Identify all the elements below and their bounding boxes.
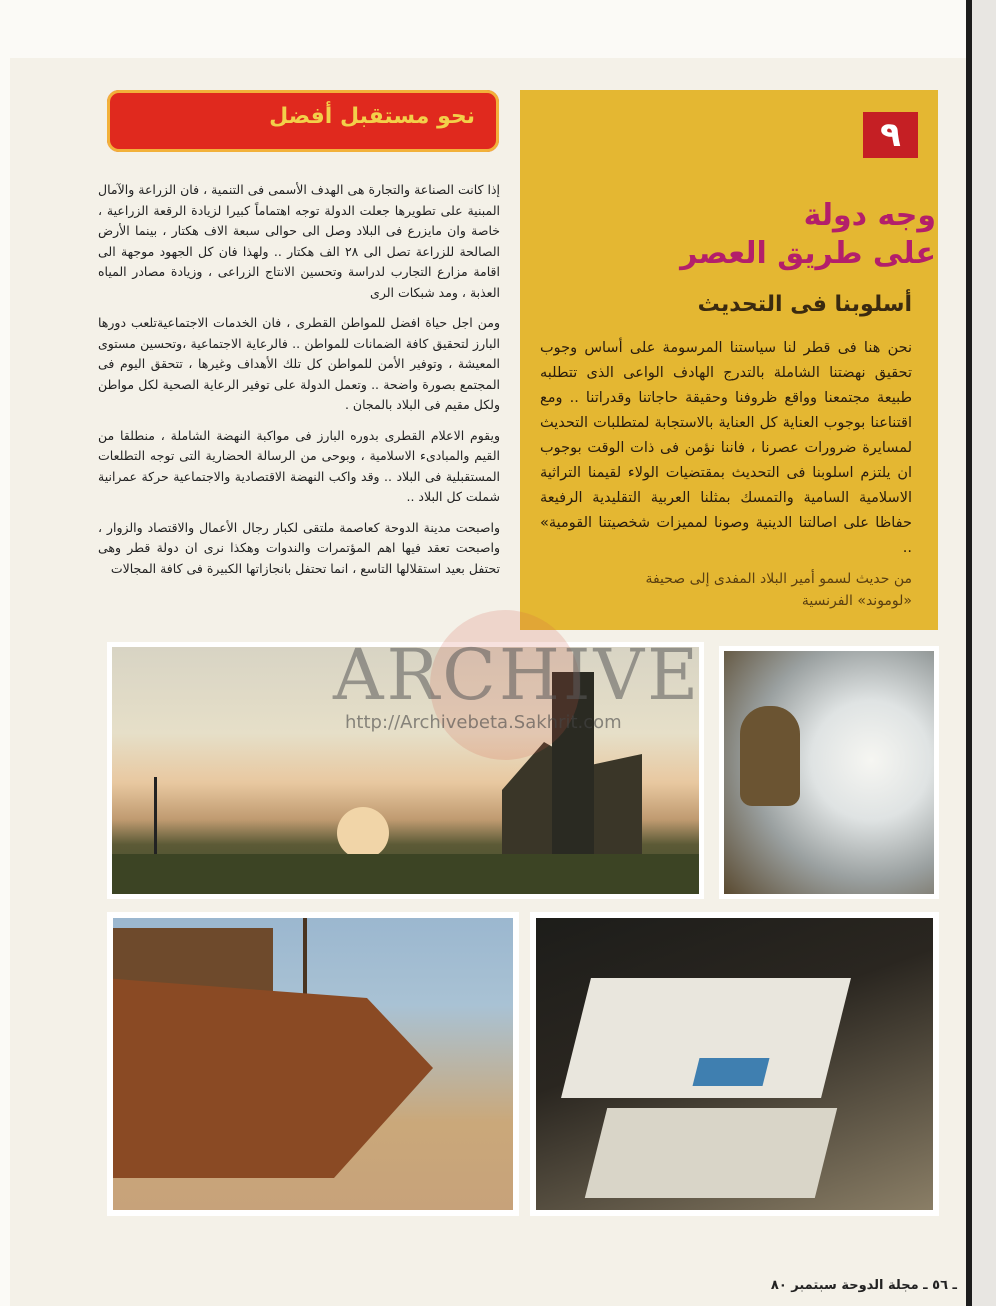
article-paragraph: واصبحت مدينة الدوحة كعاصمة ملتقى لكبار رجال الأعمال والاقتصاد والزوار ، واصبحت تعقد فيها اهم المؤتمرات والندوات وهكذا نرى ان دولة قطر وهى تحتفل بعيد استقلالها التاسع ، انما تحتفل بانجازاتها الكبيرة فى كافة المجالات	[98, 519, 500, 576]
dhow-boat-photo	[107, 912, 519, 1216]
fountain-photo	[719, 646, 939, 899]
page-footer: ـ ٥٦ ـ مجلة الدوحة سبتمبر ٨٠	[770, 1278, 957, 1293]
page-top-margin	[0, 0, 996, 58]
article-paragraph: ومن اجل حياة افضل للمواطن القطرى ، فان الخدمات الاجتماعيةتلعب دورها البارز لتحقيق كافة الضمانات للمواطن .. فالرعاية الاجتماعية ،وتحسين مستوى المعيشة ، وتوفير الأمن للمواطن كل تلك الأهداف وغيرها ، تتحقق اليوم فى المجتمع بصورة واضحة .. وتعمل الدولة على توفير الرعاية الصحية لكل مواطن ولكل مقيم فى البلاد بالمجان .	[98, 315, 500, 412]
watermark-title: ARCHIVE	[333, 634, 702, 716]
quote-source: من حديث لسمو أمير البلاد المفدى إلى صحيفة «لوموند» الفرنسية	[645, 571, 912, 609]
utility-pole-shape	[154, 777, 157, 857]
model-building-shape	[585, 1108, 837, 1198]
article-paragraph: ويقوم الاعلام القطرى بدوره البارز فى مواكبة النهضة الشاملة ، منطلقا من القيم والمبادىء الاسلامية ، وبوحى من الرسالة الحضارية التى توجه التطلعات المستقبلية فى البلاد .. وقد واكب النهضة الاقتصادية والاجتماعية حركة عمرانية شملت كل البلاد ..	[98, 427, 500, 504]
ground-shape	[112, 854, 699, 894]
page-left-margin	[0, 0, 10, 1306]
urn-shape	[740, 706, 800, 806]
feature-title-line1: وجه دولة	[803, 198, 936, 233]
feature-quote: نحن هنا فى قطر لنا سياستنا المرسومة على أساس وجوب تحقيق نهضتنا الشاملة بالتدرج الهادف الواعى الذى تتطلبه طبيعة مجتمعنا وواقع ظروفنا وحقيقة حاجاتنا وقدراتنا .. ومع اقتناعنا بوجوب العناية كل العناية بالاستجابة لمتطلبات التحديث لمسايرة ضرورات عصرنا ، فاننا نؤمن فى ذات الوقت بوجوب ان يلتزم اسلوبنا فى التحديث بمقتضيات الولاء لقيمنا التراثية الاسلامية السامية والتمسك بمثلنا العربية التقليدية الرفيعة حفاظا على اصالتنا الدينية وصونا لمميزات شخصيتنا القومية» ..	[540, 340, 912, 556]
watermark-url: http://Archivebeta.Sakhrit.com	[345, 712, 622, 733]
sun-shape	[337, 807, 389, 859]
page-right-edge	[966, 0, 996, 1306]
page-number-badge: ٩	[863, 112, 918, 158]
boat-hull-shape	[107, 978, 433, 1178]
feature-subtitle: أسلوبنا فى التحديث	[697, 292, 912, 317]
model-pool-shape	[693, 1058, 770, 1086]
architecture-model-photo	[530, 912, 939, 1216]
article-paragraph: إذا كانت الصناعة والتجارة هى الهدف الأسمى فى التنمية ، فان الزراعة والآمال المبنية على تطويرها جعلت الدولة توجه اهتماماً كبيرا لزيادة الرقعة الزراعية ، خاصة وان مايزرع فى البلاد وصل الى حوالى سبعة الاف هكتار ، بينما الأرض الصالحة للزراعة تصل الى ٢٨ الف هكتار .. ولهذا فان كل الجهود موجهة الى اقامة مزارع التجارب لدراسة وتحسين الانتاج الزراعى ، وزيادة مصادر المياه العذبة ، ومد شبكات الرى	[98, 182, 500, 300]
article-body	[98, 180, 500, 589]
section-banner	[107, 90, 499, 152]
banner-title: نحو مستقبل أفضل	[269, 104, 475, 129]
feature-title-line2: على طريق العصر	[680, 236, 936, 271]
